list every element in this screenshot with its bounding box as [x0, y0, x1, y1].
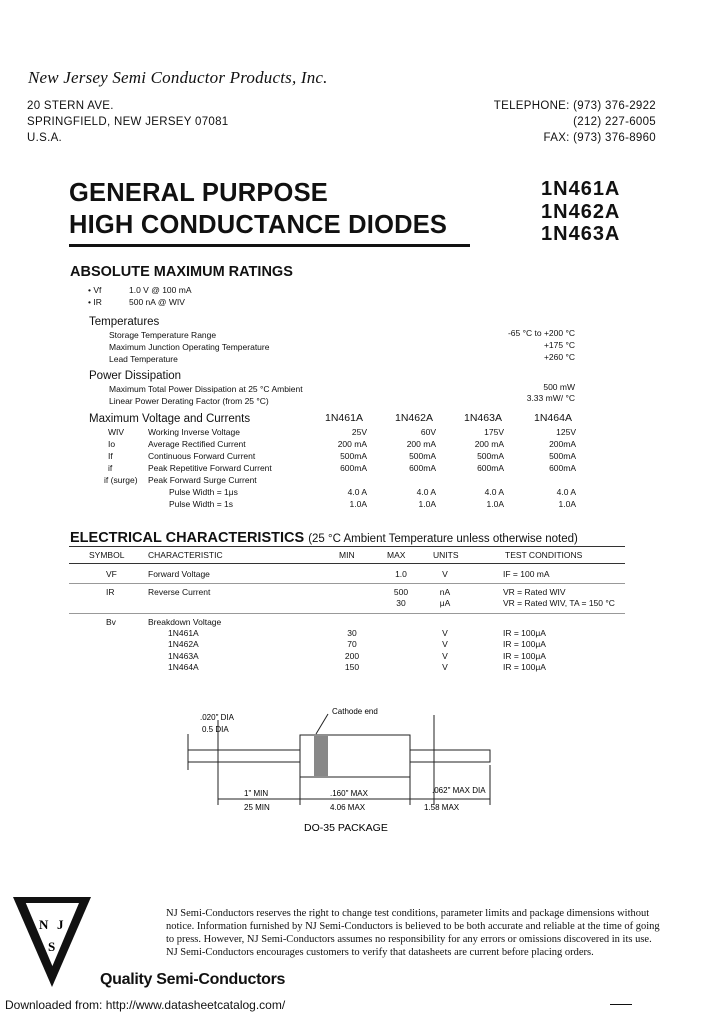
row-value: 500mA: [340, 451, 367, 461]
address-line: SPRINGFIELD, NEW JERSEY 07081: [27, 116, 229, 128]
telephone: TELEPHONE: (973) 376-2922: [493, 100, 656, 112]
ec-units: V: [442, 628, 448, 638]
row-value: 200 mA: [337, 439, 367, 449]
row-value: 200mA: [549, 439, 576, 449]
divider: [69, 583, 625, 584]
dim-body-mm: 4.06 MAX: [330, 803, 366, 812]
ec-test: VR = Rated WIV: [503, 587, 566, 597]
row-value: 60V: [420, 427, 436, 437]
row-value: 600mA: [340, 463, 367, 473]
param-label: Maximum Total Power Dissipation at 25 °C Ambient: [109, 384, 303, 394]
col-units: UNITS: [433, 550, 459, 560]
divider: [69, 546, 625, 547]
row-value: 500mA: [549, 451, 576, 461]
row-value: 600mA: [549, 463, 576, 473]
fax: FAX: (973) 376-8960: [543, 132, 656, 144]
address-line: 20 STERN AVE.: [27, 100, 114, 112]
dim-body-in: .160" MAX: [330, 789, 368, 798]
ec-sym: Bv: [106, 617, 116, 627]
row-label: Continuous Forward Current: [148, 451, 256, 461]
dim-dia-mm: 0.5 DIA: [202, 725, 229, 734]
ec-ch: Breakdown Voltage: [148, 617, 222, 627]
row-value: 1.0A: [349, 499, 367, 509]
row-symbol: Io: [108, 439, 116, 449]
ec-ch: 1N461A: [168, 628, 199, 638]
package-name: DO-35 PACKAGE: [304, 822, 388, 834]
divider: [69, 613, 625, 614]
divider: [69, 563, 625, 564]
col-max: MAX: [387, 550, 406, 560]
njs-logo: [11, 895, 93, 989]
row-value: 4.0 A: [556, 487, 576, 497]
footer-prefix: Downloaded from:: [5, 998, 103, 1012]
title-line-2: HIGH CONDUCTANCE DIODES: [69, 211, 448, 239]
col-min: MIN: [339, 550, 355, 560]
row-symbol: If: [108, 451, 113, 461]
footer: [5, 998, 285, 1012]
bullet-value: 500 nA @ WIV: [129, 297, 185, 307]
row-label: Pulse Width = 1s: [169, 499, 234, 509]
electrical-subtitle: (25 °C Ambient Temperature unless otherwise noted): [308, 533, 578, 545]
temperatures-heading: Temperatures: [89, 316, 160, 328]
ec-ch: Forward Voltage: [148, 569, 210, 579]
row-label: Peak Repetitive Forward Current: [148, 463, 272, 473]
abs-max-heading: ABSOLUTE MAXIMUM RATINGS: [70, 264, 293, 280]
ec-test: IF = 100 mA: [503, 569, 550, 579]
logo-letter-n: N: [39, 917, 49, 932]
param-label: Maximum Junction Operating Temperature: [109, 342, 270, 352]
company-name: New Jersey Semi Conductor Products, Inc.: [28, 68, 328, 87]
ec-units: V: [442, 651, 448, 661]
param-label: Storage Temperature Range: [109, 330, 217, 340]
dim-body-dia-in: .062" MAX DIA: [432, 786, 486, 795]
ec-test: IR = 100μA: [503, 651, 546, 661]
ec-units: V: [442, 662, 448, 672]
dim-dia-in: .020" DIA: [200, 713, 234, 722]
ec-ch: 1N464A: [168, 662, 199, 672]
bullet-value: 1.0 V @ 100 mA: [129, 285, 192, 295]
row-value: 200 mA: [474, 439, 504, 449]
row-value: 600mA: [477, 463, 504, 473]
column-header: 1N464A: [534, 412, 572, 424]
power-heading: Power Dissipation: [89, 370, 182, 382]
row-value: 600mA: [409, 463, 436, 473]
logo-letter-j: J: [57, 917, 64, 932]
row-symbol: if: [108, 463, 113, 473]
bullet-symbol: • Vf: [88, 285, 102, 295]
ec-test: IR = 100μA: [503, 662, 546, 672]
ec-units: μA: [439, 598, 451, 608]
footer-rule: [610, 1004, 632, 1005]
lead-right: [410, 750, 490, 762]
electrical-heading: [70, 530, 578, 546]
ec-max: 500: [393, 587, 409, 597]
ec-min: 70: [347, 639, 357, 649]
notice-line: notice. Information furnished by NJ Semi-Conductors is believed to be both accurate and reliable at the time of going: [166, 921, 660, 932]
title-line-1: GENERAL PURPOSE: [69, 179, 328, 207]
telephone-alt: (212) 227-6005: [573, 116, 656, 128]
notice-line: to press. However, NJ Semi-Conductors assumes no responsibility for any errors or omissions discovered in its use.: [166, 934, 652, 945]
row-value: 175V: [484, 427, 504, 437]
row-value: 1.0A: [418, 499, 436, 509]
param-value: +260 °C: [543, 352, 575, 362]
ec-sym: VF: [106, 569, 117, 579]
row-label: Average Rectified Current: [148, 439, 246, 449]
ec-units: V: [442, 569, 448, 579]
bullet-symbol: • IR: [88, 297, 102, 307]
row-value: 4.0 A: [416, 487, 436, 497]
electrical-title: ELECTRICAL CHARACTERISTICS: [70, 530, 305, 546]
part-number: 1N461A: [541, 178, 621, 200]
param-value: 3.33 mW/ °C: [526, 393, 575, 403]
row-value: 200 mA: [406, 439, 436, 449]
row-label: Pulse Width = 1μs: [169, 487, 238, 497]
row-symbol: WIV: [108, 427, 125, 437]
row-value: 4.0 A: [347, 487, 367, 497]
ec-sym: IR: [106, 587, 115, 597]
part-number: 1N463A: [541, 223, 621, 245]
address-line: U.S.A.: [27, 132, 63, 144]
row-value: 25V: [351, 427, 367, 437]
dim-body-dia-mm: 1.58 MAX: [424, 803, 460, 812]
row-value: 500mA: [409, 451, 436, 461]
param-value: +175 °C: [543, 340, 575, 350]
col-test: TEST CONDITIONS: [505, 550, 583, 560]
cathode-band: [314, 736, 328, 776]
ec-ch: 1N463A: [168, 651, 199, 661]
logo-letter-s: S: [48, 939, 56, 954]
notice-line: NJ Semi-Conductors reserves the right to change test conditions, parameter limits and package dimensions without: [166, 908, 650, 919]
row-label: Peak Forward Surge Current: [148, 475, 257, 485]
cathode-label: Cathode end: [332, 707, 378, 716]
ec-max: 1.0: [395, 569, 407, 579]
title-rule: [69, 244, 470, 247]
logo-tagline: Quality Semi-Conductors: [100, 971, 286, 988]
column-header: 1N461A: [325, 412, 363, 424]
column-header: 1N463A: [464, 412, 502, 424]
param-label: Linear Power Derating Factor (from 25 °C): [109, 396, 269, 406]
ec-min: 150: [344, 662, 360, 672]
notice-line: NJ Semi-Conductors encourages customers to verify that datasheets are current before placing orders.: [166, 947, 594, 958]
row-value: 125V: [556, 427, 576, 437]
param-value: 500 mW: [543, 382, 575, 392]
footer-link[interactable]: http://www.datasheetcatalog.com/: [105, 998, 286, 1012]
param-label: Lead Temperature: [109, 354, 178, 364]
ec-min: 200: [344, 651, 360, 661]
ec-ch: 1N462A: [168, 639, 199, 649]
row-value: 4.0 A: [484, 487, 504, 497]
ec-min: 30: [347, 628, 357, 638]
ec-test: IR = 100μA: [503, 639, 546, 649]
param-value: -65 °C to +200 °C: [507, 328, 575, 338]
row-symbol: if (surge): [104, 475, 138, 485]
ec-units: V: [442, 639, 448, 649]
row-value: 1.0A: [558, 499, 576, 509]
row-label: Working Inverse Voltage: [148, 427, 240, 437]
col-symbol: SYMBOL: [89, 550, 125, 560]
ec-test: IR = 100μA: [503, 628, 546, 638]
col-characteristic: CHARACTERISTIC: [148, 550, 223, 560]
row-value: 500mA: [477, 451, 504, 461]
row-value: 1.0A: [486, 499, 504, 509]
package-drawing: [170, 700, 510, 840]
ec-test: VR = Rated WIV, TA = 150 °C: [503, 598, 615, 608]
ec-ch: Reverse Current: [148, 587, 211, 597]
column-header: 1N462A: [395, 412, 433, 424]
ec-max: 30: [396, 598, 406, 608]
dim-lead-in: 1" MIN: [244, 789, 269, 798]
part-number: 1N462A: [541, 201, 621, 223]
lead-left: [218, 750, 300, 762]
dim-lead-mm: 25 MIN: [244, 803, 270, 812]
ec-units: nA: [439, 587, 451, 597]
voltage-heading: Maximum Voltage and Currents: [89, 413, 251, 425]
